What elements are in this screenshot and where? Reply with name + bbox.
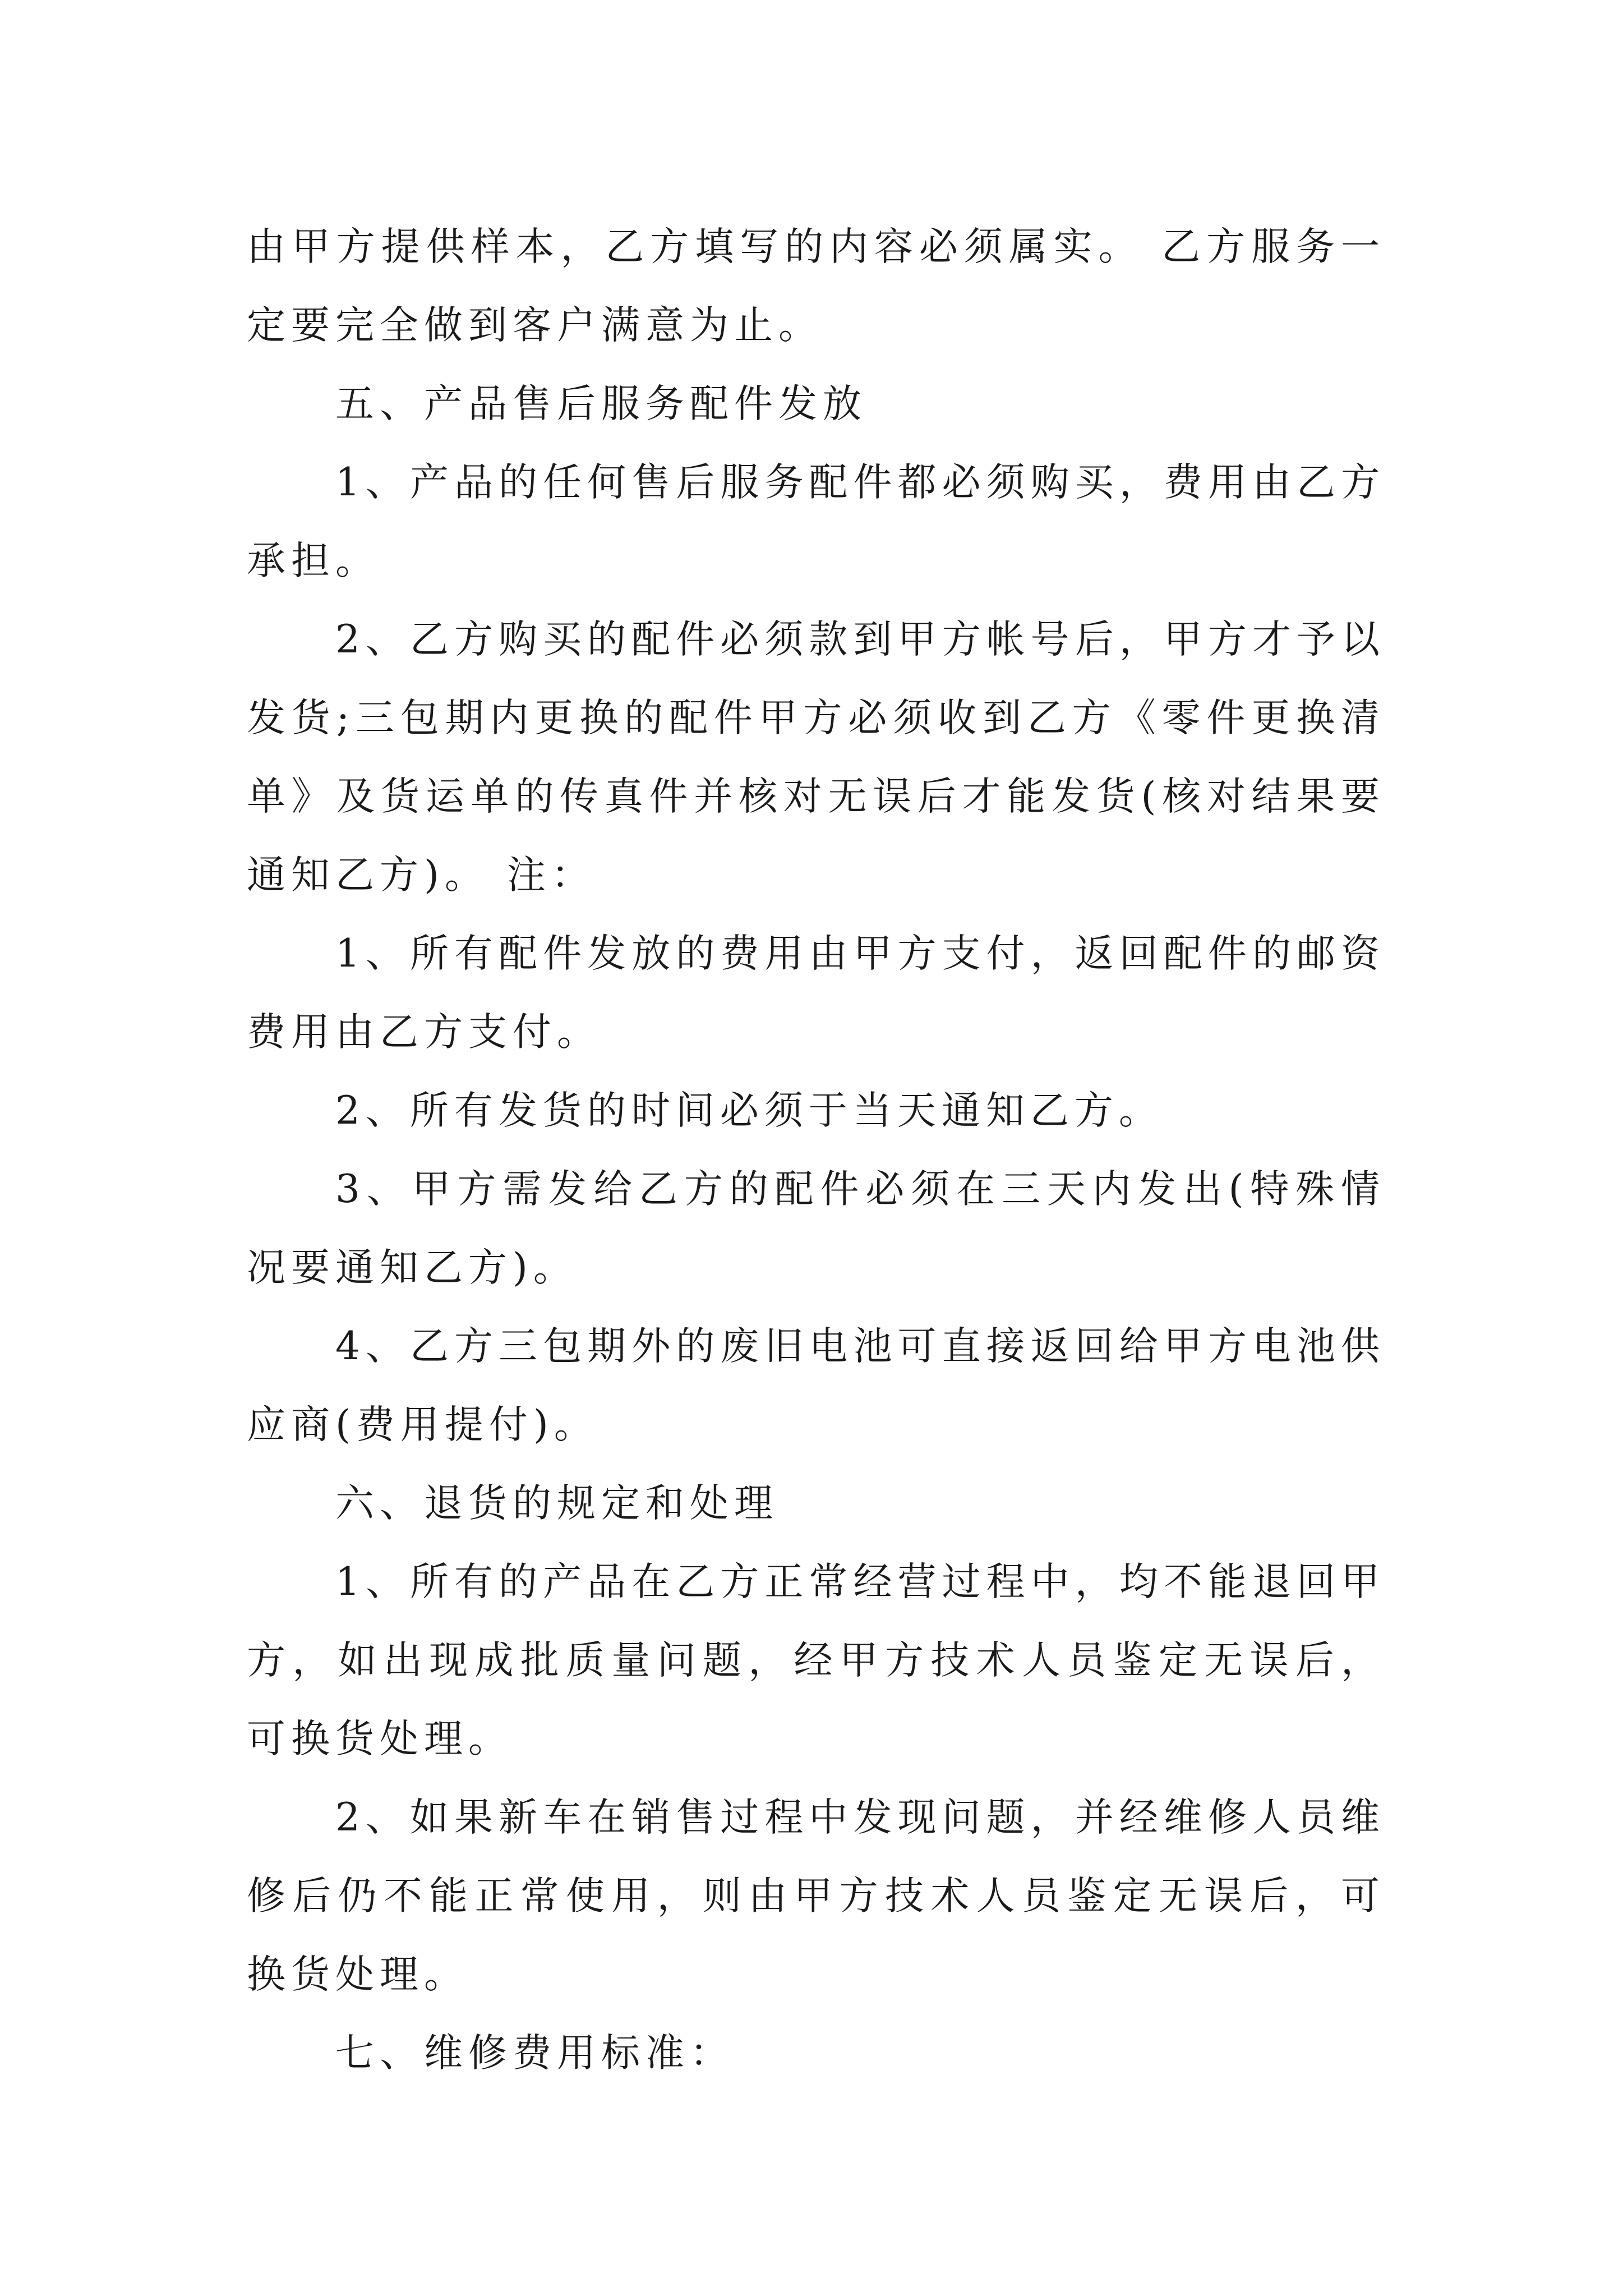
note-item-2: 2、所有发货的时间必须于当天通知乙方。 xyxy=(335,1088,1163,1133)
note-item-3: 3、甲方需发给乙方的配件必须在三天内发出(特殊情况要通知乙方)。 xyxy=(247,1167,1385,1290)
paragraph-6-1: 1、所有的产品在乙方正常经营过程中，均不能退回甲方，如出现成批质量问题，经甲方技术人员鉴定无误后，可换货处理。 xyxy=(247,1559,1385,1761)
note-item-4: 4、乙方三包期外的废旧电池可直接返回给甲方电池供应商(费用提付)。 xyxy=(247,1324,1385,1447)
section-heading-7: 七、维修费用标准： xyxy=(335,2031,734,2076)
section-heading-6: 六、退货的规定和处理 xyxy=(335,1481,778,1526)
paragraph-5-2: 2、乙方购买的配件必须款到甲方帐号后，甲方才予以发货;三包期内更换的配件甲方必须收到乙方《零件更换清单》及货运单的传真件并核对无误后才能发货(核对结果要通知乙方)。 注： xyxy=(247,617,1385,898)
section-heading-5: 五、产品售后服务配件发放 xyxy=(335,381,867,426)
document-body xyxy=(247,208,1385,2092)
paragraph-5-1: 1、产品的任何售后服务配件都必须购买，费用由乙方承担。 xyxy=(247,460,1385,583)
note-item-1: 1、所有配件发放的费用由甲方支付，返回配件的邮资费用由乙方支付。 xyxy=(247,931,1385,1055)
paragraph-6-2: 2、如果新车在销售过程中发现问题，并经维修人员维修后仍不能正常使用，则由甲方技术人员鉴定无误后，可换货处理。 xyxy=(247,1795,1385,1997)
paragraph-intro: 由甲方提供样本，乙方填写的内容必须属实。 乙方服务一定要完全做到客户满意为止。 xyxy=(247,224,1385,348)
